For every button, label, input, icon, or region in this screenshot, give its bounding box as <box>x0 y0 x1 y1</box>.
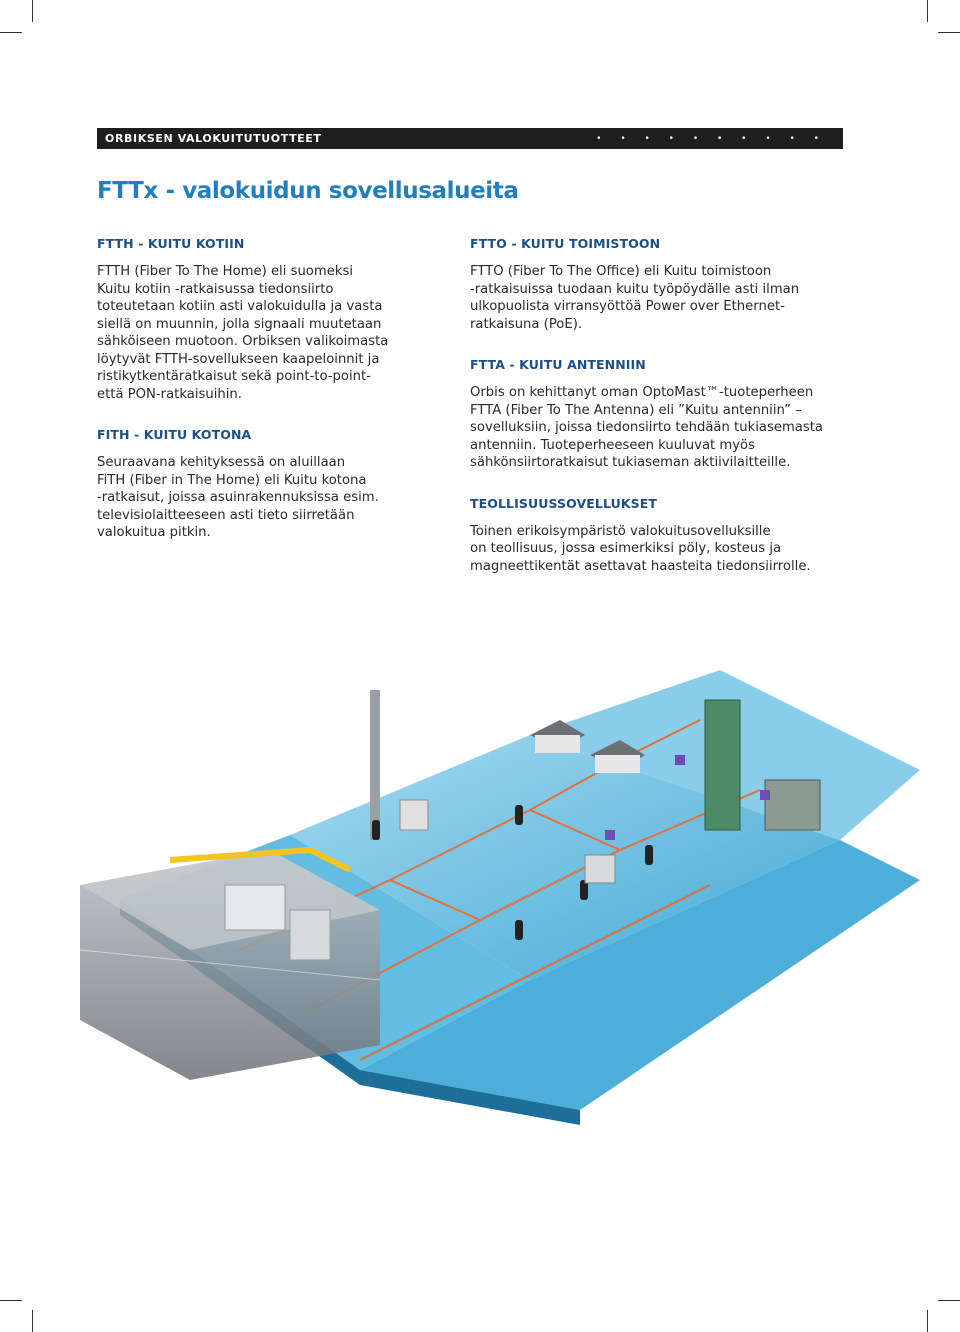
header-dots: • • • • • • • • • • <box>596 133 827 144</box>
crop-mark <box>0 1300 22 1301</box>
section-body: Toinen erikoisympäristö valokuitusovelluksille on teollisuus, jossa esimerkiksi pöly, kosteus ja magneettikentät asettavat haasteita tiedonsiirrolle. <box>470 523 811 574</box>
section-ftta <box>470 357 850 472</box>
right-column <box>470 236 850 597</box>
antenna-mast <box>370 690 380 840</box>
crop-mark <box>938 32 960 33</box>
section-body: FTTO (Fiber To The Office) eli Kuitu toimistoon -ratkaisuissa tuodaan kuitu työpöydälle asti ilman ulkopuolista virransyöttöä Power over Ethernet- ratkaisuna (PoE). <box>470 264 800 332</box>
section-heading: TEOLLISUUSSOVELLUKSET <box>470 495 658 511</box>
section-fith <box>97 427 447 542</box>
section-body: Orbis on kehittanyt oman OptoMast™-tuoteperheen FTTA (Fiber To The Antenna) eli ”Kuitu antenniin” – sovelluksiin, joissa tiedonsiirto tehdään tukiasemasta antenniin. Tuoteperheeseen kuuluvat myös sähkönsiirtoratkaisut tukiaseman aktiivilaitteille. <box>470 385 823 470</box>
section-heading: FITH - KUITU KOTONA <box>97 427 252 442</box>
section-heading: FTTH - KUITU KOTIIN <box>97 236 245 251</box>
crop-mark <box>927 1310 928 1332</box>
section-body: Seuraavana kehityksessä on aluillaan FiTH (Fiber in The Home) eli Kuitu kotona -ratkaisut, joissa asuinrakennuksissa esim. televisiolaitteeseen asti tieto siirretään valokuitua pitkin. <box>97 455 379 540</box>
left-column <box>97 236 447 564</box>
section-header-bar <box>97 128 843 149</box>
section-ftth <box>97 236 447 403</box>
crop-mark <box>927 0 928 22</box>
section-heading: FTTA - KUITU ANTENNIIN <box>470 357 646 372</box>
crop-mark <box>32 0 33 22</box>
crop-mark <box>32 1310 33 1332</box>
crop-mark <box>0 32 22 33</box>
office-tower <box>705 700 740 830</box>
section-heading: FTTO - KUITU TOIMISTOON <box>470 236 661 251</box>
page-title: FTTx - valokuidun sovellusalueita <box>97 178 519 204</box>
fiber-network-illustration <box>60 650 920 1210</box>
crop-mark <box>938 1300 960 1301</box>
office-building <box>765 780 820 830</box>
section-industry <box>470 496 850 576</box>
office-workstation <box>585 855 615 883</box>
network-cabinet <box>400 800 428 830</box>
section-body: FTTH (Fiber To The Home) eli suomeksi Kuitu kotiin -ratkaisussa tiedonsiirto toteutetaan kotiin asti valokuidulla ja vasta siellä on muunnin, jolla signaali muutetaan sähköiseen muotoon. Orbiksen valikoimasta löytyvät FTTH-sovellukseen kaapeloinnit ja ristikytkentäratkaisut sekä point-to-point- että PON-ratkaisuihin. <box>97 264 389 402</box>
section-ftto <box>470 236 850 333</box>
header-label: ORBIKSEN VALOKUITUTUOTTEET <box>105 132 322 145</box>
